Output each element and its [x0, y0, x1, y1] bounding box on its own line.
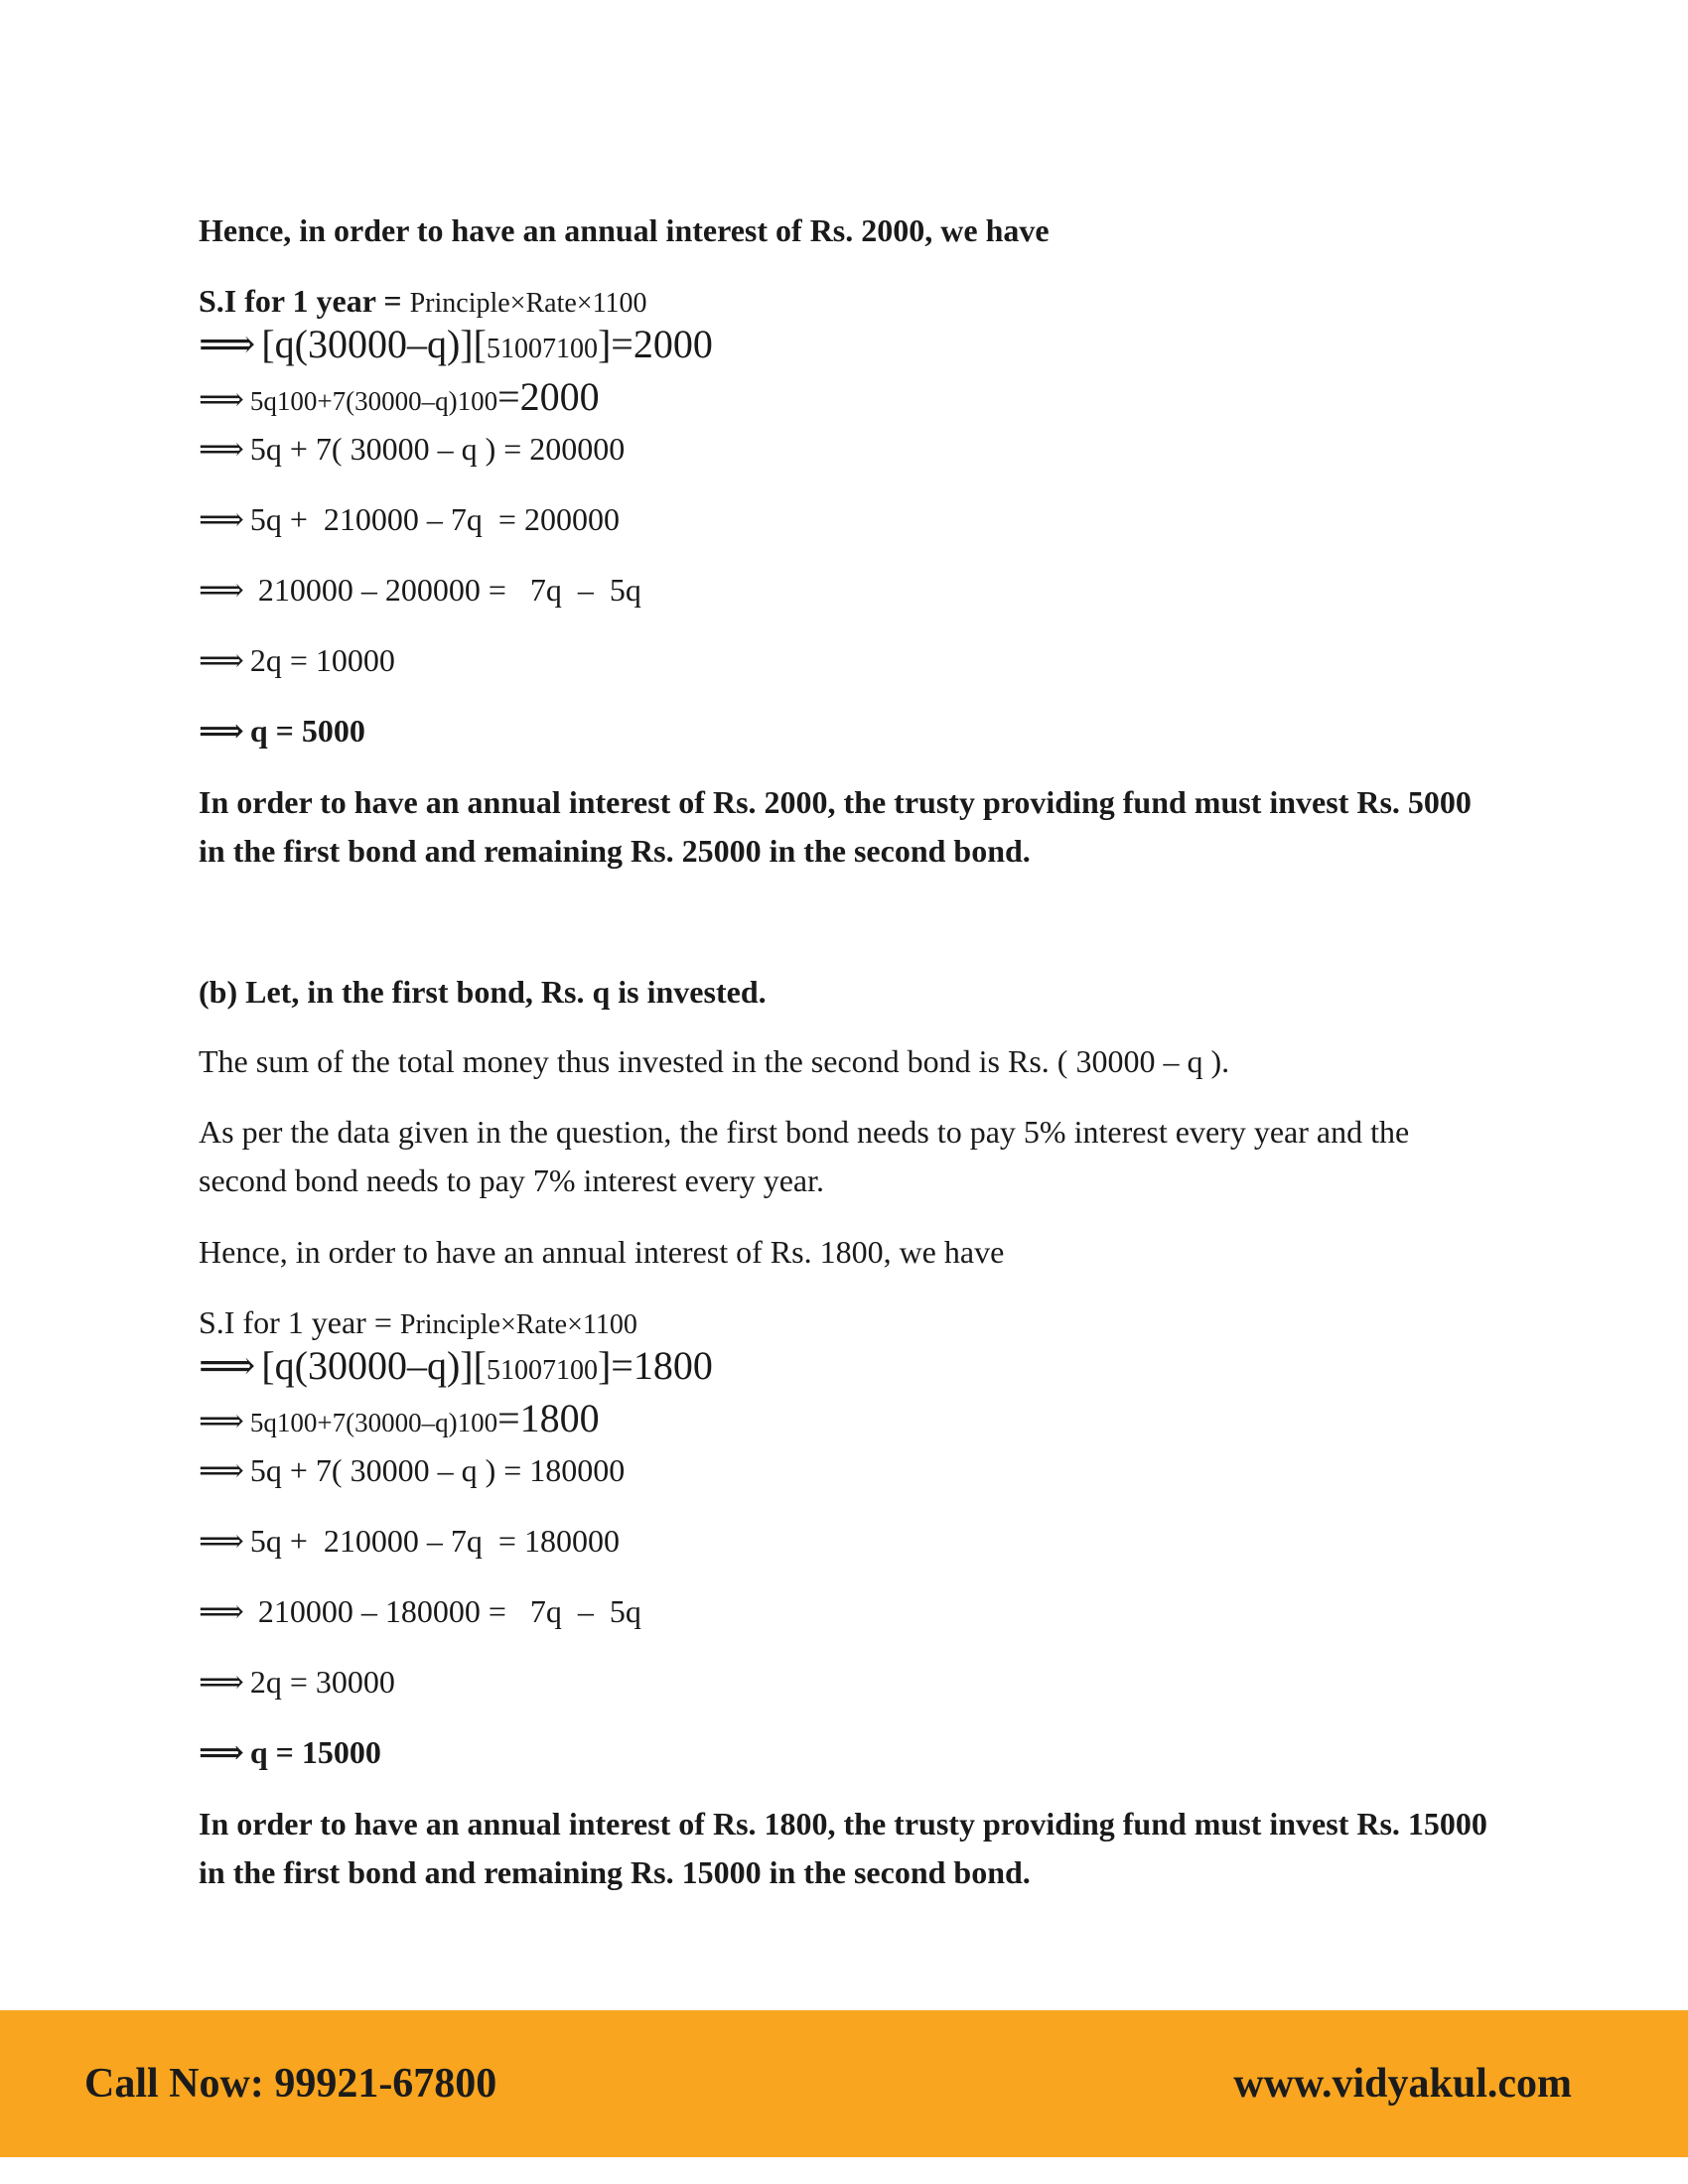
section-a-step-6: ⟹ 2q = 10000: [199, 642, 395, 678]
si-formula: Principle×Rate×1100: [399, 1309, 637, 1340]
section-a-step-1: ⟹ [q(30000–q)][51007100]=2000: [199, 322, 713, 366]
section-a-step-7: ⟹ q = 5000: [199, 713, 365, 749]
section-a-intro: Hence, in order to have an annual interest of Rs. 2000, we have: [199, 212, 1050, 248]
section-a-si-line: [199, 281, 647, 324]
implies-arrow-icon: ⟹: [199, 1593, 244, 1629]
implies-arrow-icon: ⟹: [199, 642, 244, 678]
section-a-step-4: ⟹ 5q + 210000 – 7q = 200000: [199, 501, 620, 537]
section-b-step-7: ⟹ q = 15000: [199, 1734, 381, 1770]
implies-arrow-icon: ⟹: [199, 1523, 244, 1559]
section-b-conclusion: In order to have an annual interest of Rs. 1800, the trusty providing fund must invest Rs. 15000 in the first bond and remaining Rs. 15000 in the second bond.: [199, 1806, 1487, 1890]
section-b-heading: (b) Let, in the first bond, Rs. q is invested.: [199, 974, 767, 1010]
section-b-step-1: ⟹ [q(30000–q)][51007100]=1800: [199, 1343, 713, 1388]
implies-arrow-icon: ⟹: [199, 322, 256, 366]
section-b-step-2: ⟹ 5q100+7(30000–q)100=1800: [199, 1396, 600, 1440]
section-a-step-5: ⟹ 210000 – 200000 = 7q – 5q: [199, 572, 641, 608]
call-now-text: Call Now: 99921-67800: [84, 2061, 497, 2107]
section-a-step-2: ⟹ 5q100+7(30000–q)100=2000: [199, 374, 600, 419]
footer-banner: [0, 2010, 1688, 2157]
implies-arrow-icon: ⟹: [199, 1343, 256, 1388]
section-b-step-5: ⟹ 210000 – 180000 = 7q – 5q: [199, 1593, 641, 1629]
si-label: S.I for 1 year =: [199, 1304, 400, 1340]
section-b-step-3: ⟹ 5q + 7( 30000 – q ) = 180000: [199, 1452, 626, 1488]
implies-arrow-icon: ⟹: [199, 381, 244, 417]
section-b-paragraph-1: The sum of the total money thus invested in the second bond is Rs. ( 30000 – q ).: [199, 1043, 1230, 1079]
implies-arrow-icon: ⟹: [199, 1664, 244, 1700]
implies-arrow-icon: ⟹: [199, 501, 244, 537]
implies-arrow-icon: ⟹: [199, 1452, 244, 1488]
section-b-step-4: ⟹ 5q + 210000 – 7q = 180000: [199, 1523, 620, 1559]
implies-arrow-icon: ⟹: [199, 431, 244, 467]
website-link[interactable]: www.vidyakul.com: [1233, 2061, 1572, 2107]
implies-arrow-icon: ⟹: [199, 713, 244, 749]
implies-arrow-icon: ⟹: [199, 572, 244, 608]
implies-arrow-icon: ⟹: [199, 1403, 244, 1438]
section-b-paragraph-2: As per the data given in the question, the first bond needs to pay 5% interest every year and the second bond needs to pay 7% interest every year.: [199, 1114, 1410, 1198]
section-a-conclusion: In order to have an annual interest of Rs. 2000, the trusty providing fund must invest Rs. 5000 in the first bond and remaining Rs. 25000 in the second bond.: [199, 784, 1472, 869]
section-a-step-3: ⟹ 5q + 7( 30000 – q ) = 200000: [199, 431, 626, 467]
si-label: S.I for 1 year =: [199, 283, 410, 319]
section-b-intro: Hence, in order to have an annual interest of Rs. 1800, we have: [199, 1234, 1005, 1270]
section-b-si-line: [199, 1302, 637, 1345]
section-b-step-6: ⟹ 2q = 30000: [199, 1664, 395, 1700]
implies-arrow-icon: ⟹: [199, 1734, 244, 1770]
si-formula: Principle×Rate×1100: [409, 288, 647, 319]
